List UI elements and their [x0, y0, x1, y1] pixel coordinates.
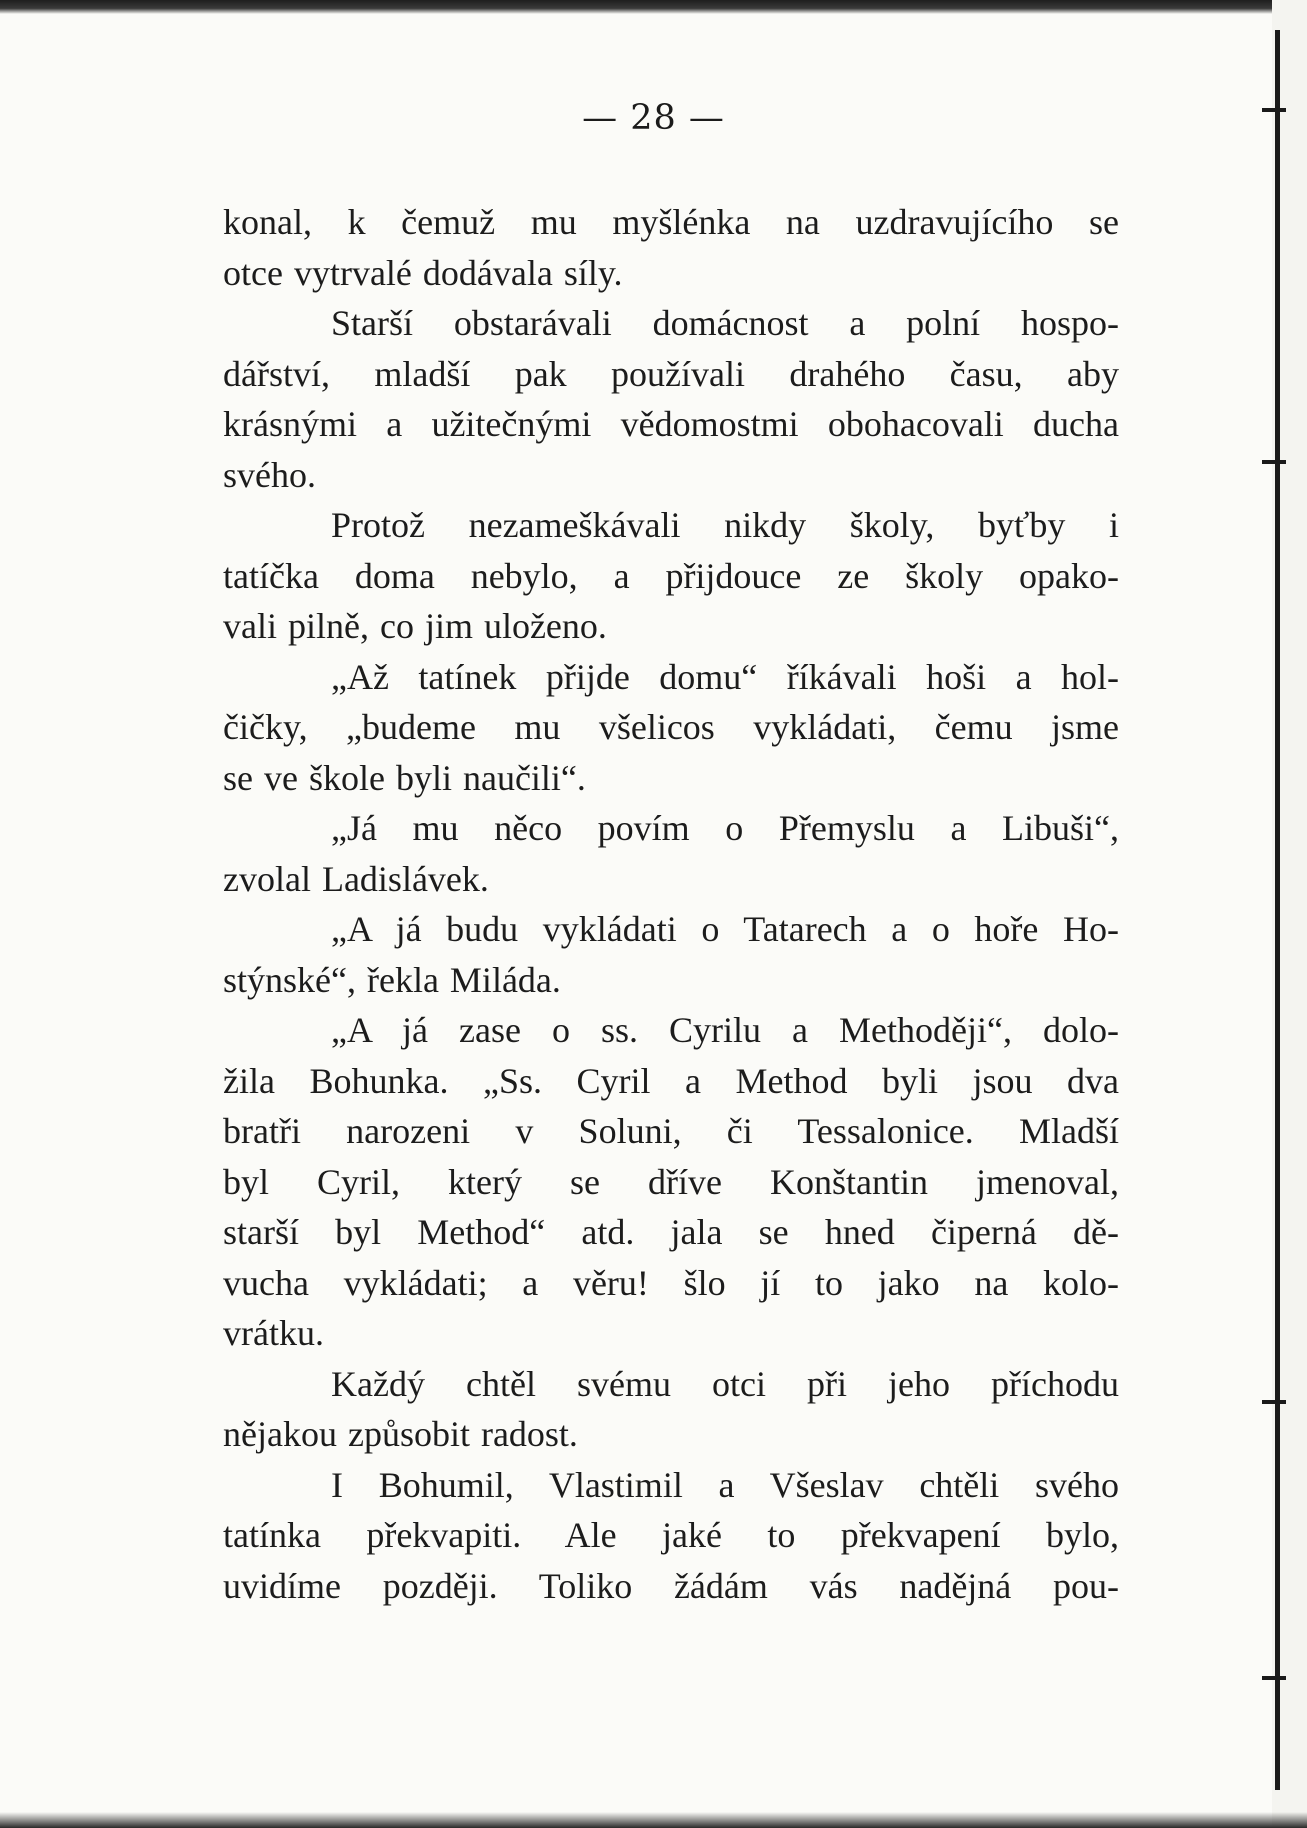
text-line: otce vytrvalé dodávala síly.	[223, 252, 623, 293]
page-number: — 28 —	[582, 98, 725, 138]
text-line: „Já mu něco povím o Přemyslu a Libuši“,	[331, 808, 1119, 848]
text-line: nějakou způsobit radost.	[223, 1414, 578, 1454]
body-text	[223, 197, 1119, 1611]
text-line: tatínka překvapiti. Ale jaké to překvapení bylo,	[223, 1515, 1119, 1555]
text-line: svého.	[223, 454, 316, 495]
text-line: „A já zase o ss. Cyrilu a Methoději“, dolo-	[331, 1010, 1119, 1050]
text-line: bratři narozeni v Soluni, či Tessalonice. Mladší	[223, 1111, 1119, 1151]
text-line: Protož nezameškávali nikdy školy, byťby i	[331, 505, 1119, 545]
page-top-edge-shadow	[0, 0, 1307, 14]
text-line: vali pilně, co jim uloženo.	[223, 606, 607, 646]
text-line: uvidíme později. Toliko žádám vás nadějná pou-	[223, 1565, 1119, 1606]
binding-mark	[1262, 1676, 1286, 1680]
text-line: starší byl Method“ atd. jala se hned čiperná dě-	[223, 1212, 1119, 1252]
text-line: Starší obstarávali domácnost a polní hospo-	[331, 303, 1119, 343]
page-bottom-edge-shadow	[0, 1812, 1307, 1828]
binding-mark	[1262, 460, 1286, 464]
text-line: vrátku.	[223, 1313, 324, 1353]
text-line: vucha vykládati; a věru! šlo jí to jako na kolo-	[223, 1262, 1119, 1303]
text-line: byl Cyril, který se dříve Konštantin jmenoval,	[223, 1161, 1119, 1202]
binding-mark	[1262, 1400, 1286, 1404]
text-line: dářství, mladší pak používali drahého času, aby	[223, 353, 1119, 394]
text-line: I Bohumil, Vlastimil a Všeslav chtěli svého	[331, 1464, 1119, 1505]
text-line: čičky, „budeme mu všelicos vykládati, čemu jsme	[223, 707, 1119, 747]
text-line: žila Bohunka. „Ss. Cyril a Method byli jsou dva	[223, 1060, 1119, 1101]
text-line: „Až tatínek přijde domu“ říkávali hoši a hol-	[331, 656, 1119, 697]
binding-rule	[1275, 30, 1280, 1790]
text-line: Každý chtěl svému otci při jeho příchodu	[331, 1363, 1119, 1404]
text-line: krásnými a užitečnými vědomostmi obohacovali ducha	[223, 404, 1119, 444]
text-line: konal, k čemuž mu myšlénka na uzdravujícího se	[223, 202, 1119, 242]
text-line: tatíčka doma nebylo, a přijdouce ze školy opako-	[223, 555, 1119, 596]
text-line: stýnské“, řekla Miláda.	[223, 959, 561, 1000]
text-line: se ve škole byli naučili“.	[223, 757, 586, 798]
text-line: „A já budu vykládati o Tatarech a o hoře Ho-	[331, 909, 1119, 949]
text-line: zvolal Ladislávek.	[223, 858, 489, 899]
